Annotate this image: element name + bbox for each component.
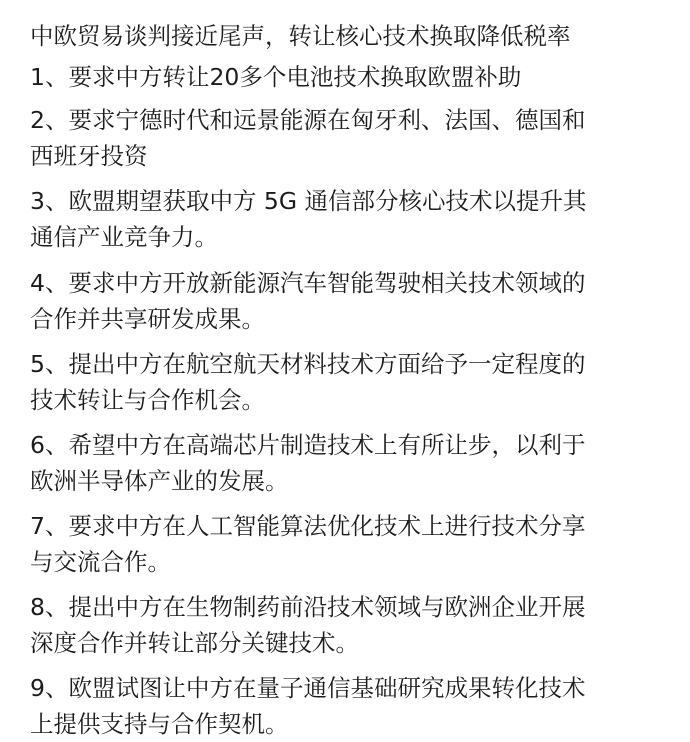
list-item-line: 3、欧盟期望获取中方 5G 通信部分核心技术以提升其 xyxy=(30,187,587,215)
list-item-line: 西班牙投资 xyxy=(30,142,148,170)
list-item-line: 通信产业竞争力。 xyxy=(30,223,218,251)
list-item xyxy=(30,508,675,580)
list-item-line: 上提供支持与合作契机。 xyxy=(30,710,289,738)
list-item xyxy=(30,589,675,661)
list-item-line: 深度合作并转让部分关键技术。 xyxy=(30,629,359,657)
list-item-line: 1、要求中方转让20多个电池技术换取欧盟补助 xyxy=(30,63,522,91)
list-item-line: 合作并共享研发成果。 xyxy=(30,305,265,333)
list-item-line: 技术转让与合作机会。 xyxy=(30,386,265,414)
list-item-line: 5、提出中方在航空航天材料技术方面给予一定程度的 xyxy=(30,350,586,378)
list-item-line: 欧洲半导体产业的发展。 xyxy=(30,467,289,495)
list-item-line: 与交流合作。 xyxy=(30,548,171,576)
list-item xyxy=(30,670,675,742)
list-item-line: 9、欧盟试图让中方在量子通信基础研究成果转化技术 xyxy=(30,674,586,702)
list-item-line: 7、要求中方在人工智能算法优化技术上进行技术分享 xyxy=(30,512,586,540)
list-item xyxy=(30,265,675,337)
demand-list xyxy=(30,59,675,742)
list-item xyxy=(30,102,675,174)
document-title: 中欧贸易谈判接近尾声，转让核心技术换取降低税率 xyxy=(30,22,571,50)
document-body xyxy=(30,16,675,742)
list-item xyxy=(30,59,675,95)
list-item xyxy=(30,427,675,499)
list-item-line: 4、要求中方开放新能源汽车智能驾驶相关技术领域的 xyxy=(30,269,586,297)
list-item xyxy=(30,183,675,255)
list-item-line: 2、要求宁德时代和远景能源在匈牙利、法国、德国和 xyxy=(30,106,586,134)
list-item-line: 8、提出中方在生物制药前沿技术领域与欧洲企业开展 xyxy=(30,593,586,621)
list-item-line: 6、希望中方在高端芯片制造技术上有所让步，以利于 xyxy=(30,431,586,459)
list-item xyxy=(30,346,675,418)
